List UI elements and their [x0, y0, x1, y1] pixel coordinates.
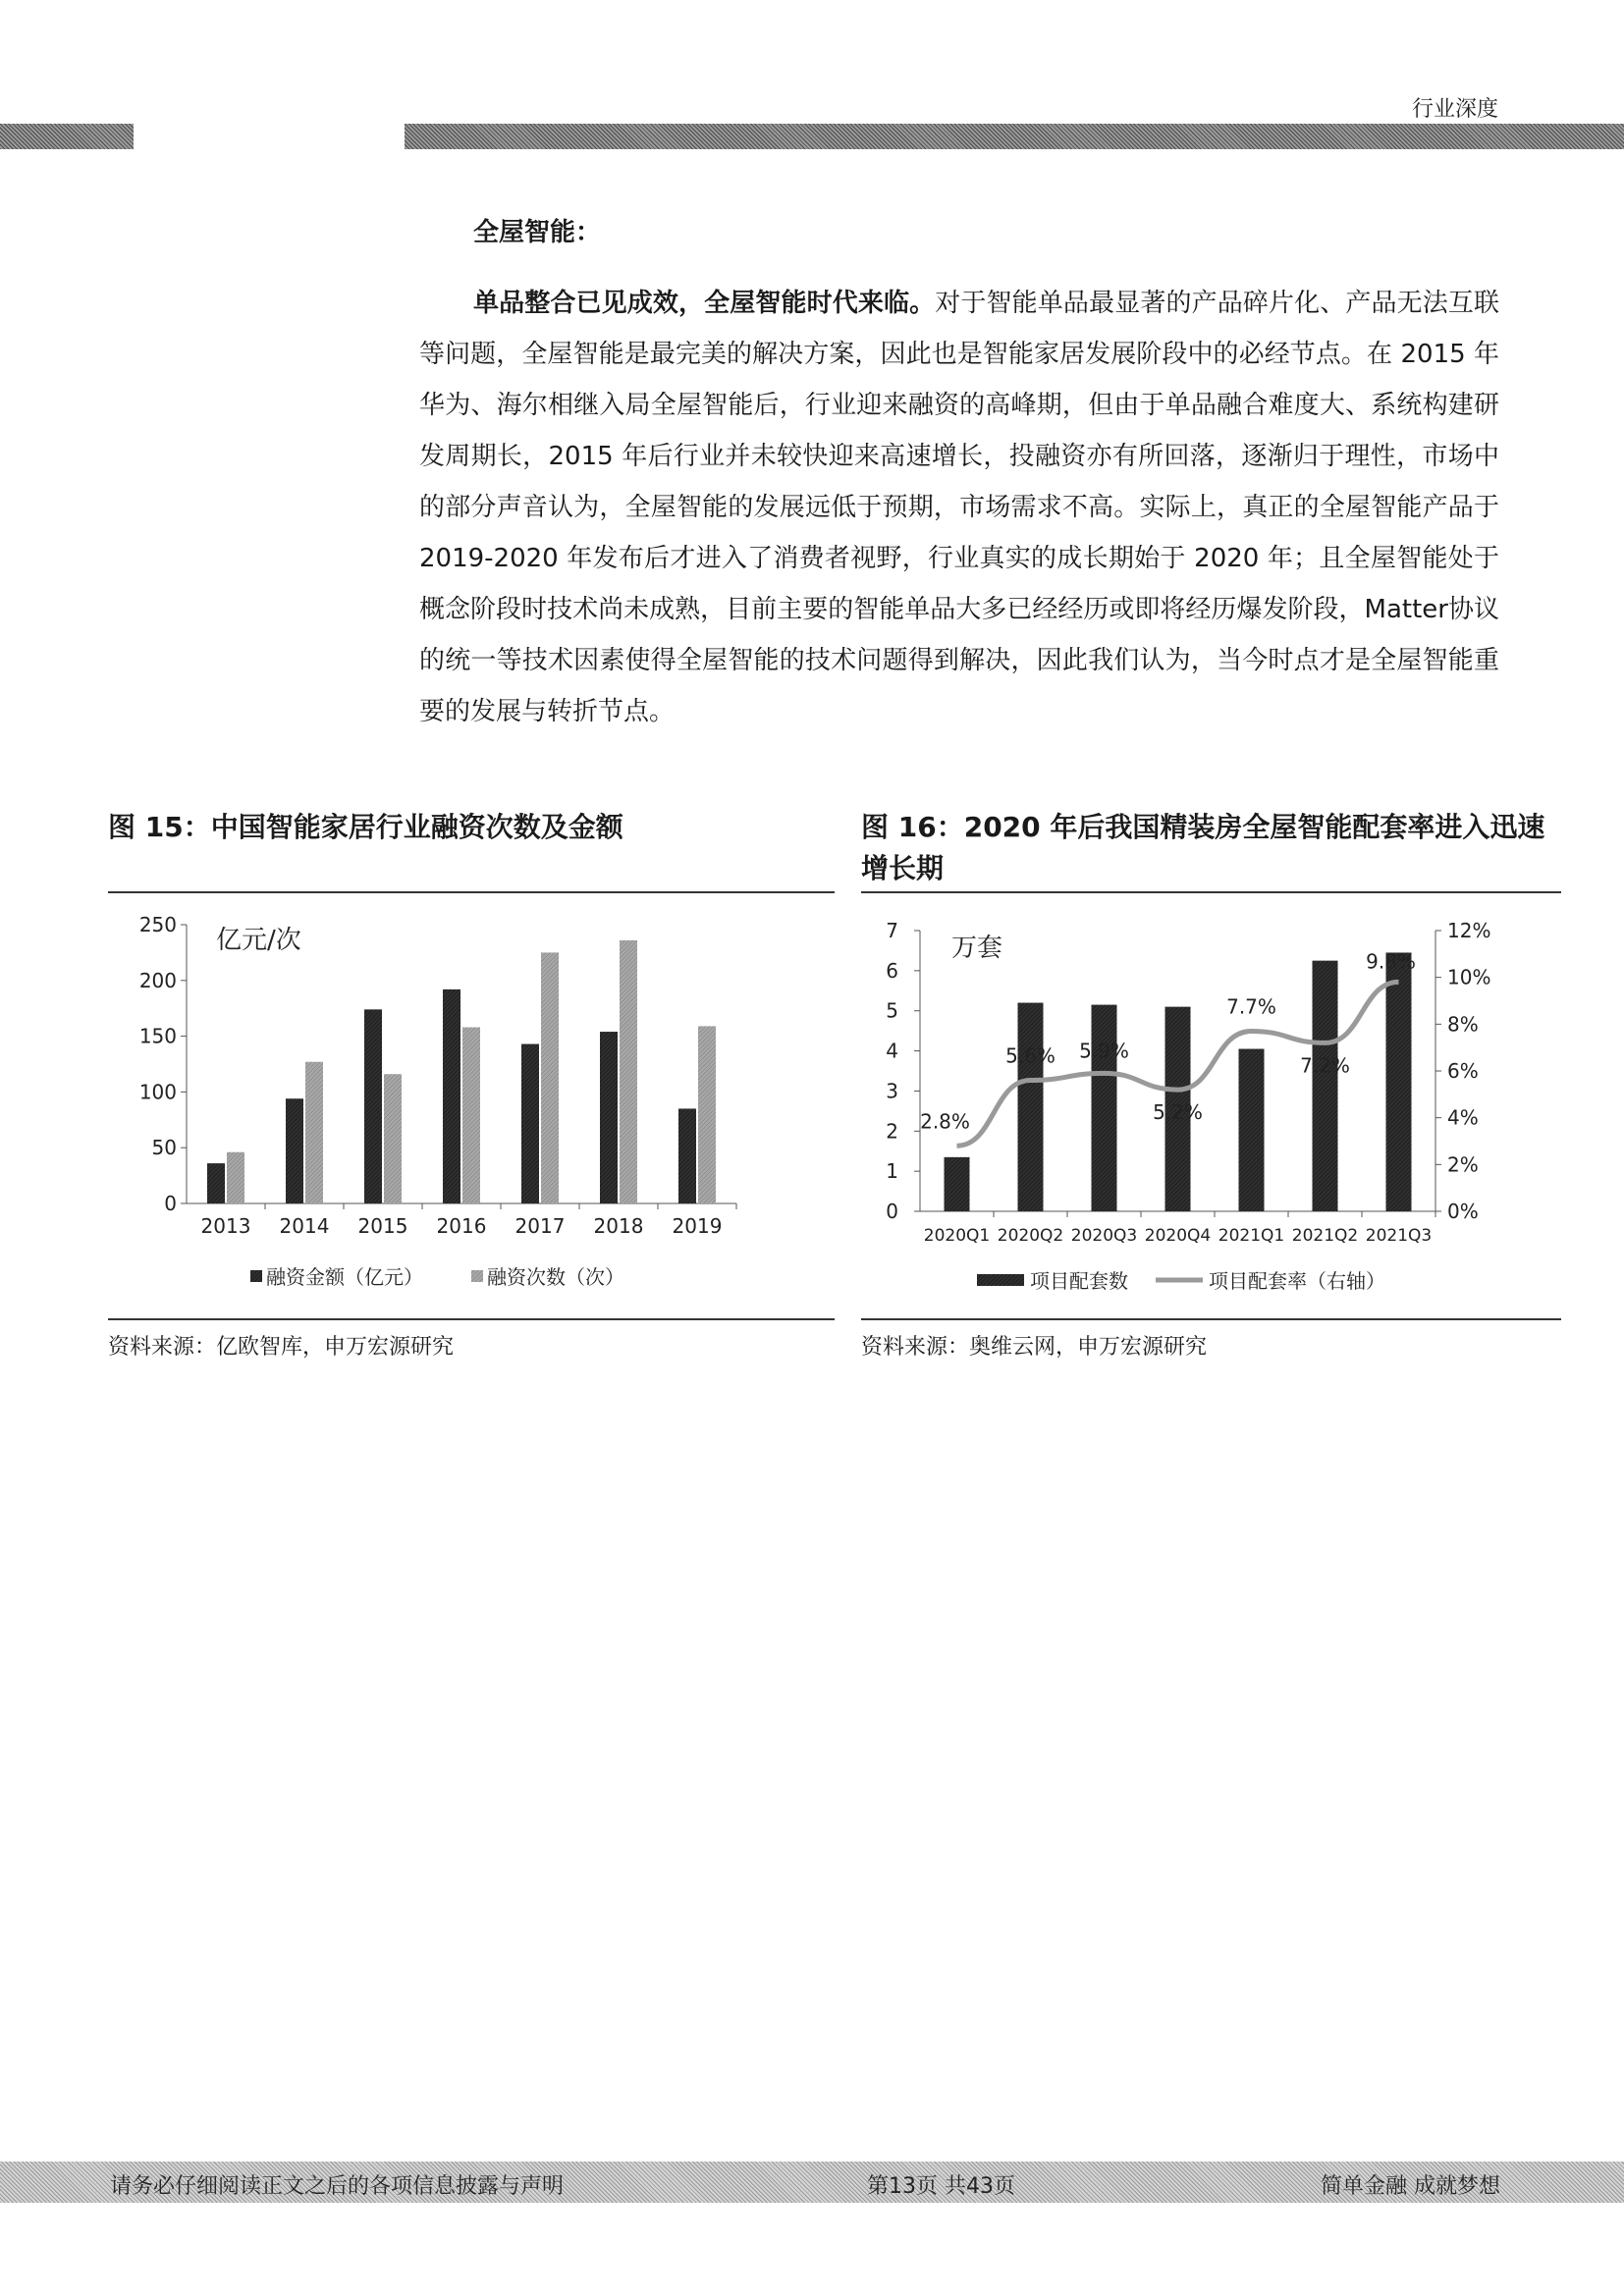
- section-heading: 全屋智能：: [473, 218, 602, 247]
- figure-15-bottom-rule: [108, 1318, 835, 1320]
- body-paragraph: [419, 278, 1499, 737]
- x-tick-label: 2020Q1: [923, 1226, 991, 1246]
- bar-count: [541, 952, 559, 1203]
- x-tick-label: 2017: [514, 1214, 566, 1238]
- x-tick-label: 2018: [593, 1214, 644, 1238]
- legend-swatch: [250, 1270, 262, 1282]
- figure-16-title: 图 16：2020 年后我国精装房全屋智能配套率进入迅速增长期: [861, 811, 1545, 884]
- x-tick-label: 2016: [436, 1214, 487, 1238]
- legend-swatch: [471, 1270, 483, 1282]
- header-tag: 行业深度: [1411, 97, 1498, 122]
- bar-project-count: [1239, 1049, 1265, 1211]
- x-tick-label: 2013: [200, 1214, 251, 1238]
- unit-label: 万套: [951, 934, 1003, 963]
- y-tick-label-left: 6: [886, 958, 898, 983]
- y-tick-label-right: 12%: [1447, 919, 1491, 942]
- data-label-rate: 2.8%: [920, 1109, 970, 1134]
- figure-15-chart: [108, 903, 835, 1306]
- figure-15-source: 资料来源：亿欧智库，申万宏源研究: [108, 1335, 455, 1360]
- y-tick-label: 50: [151, 1136, 177, 1160]
- x-tick-label: 2020Q4: [1144, 1226, 1212, 1246]
- bar-amount: [678, 1108, 696, 1203]
- bar-project-count: [1313, 961, 1338, 1211]
- y-tick-label: 200: [138, 968, 177, 992]
- y-tick-label-left: 5: [886, 998, 898, 1023]
- legend-label: 融资次数（次）: [487, 1265, 624, 1289]
- legend-label: 融资金额（亿元）: [266, 1265, 423, 1289]
- x-tick-label: 2020Q3: [1070, 1226, 1138, 1246]
- figure-16-chart: [861, 903, 1561, 1306]
- y-tick-label-left: 1: [886, 1159, 898, 1184]
- y-tick-label-right: 8%: [1447, 1012, 1479, 1037]
- data-label-rate: 5.9%: [1079, 1039, 1129, 1063]
- paragraph-text: 对于智能单品最显著的产品碎片化、产品无法互联等问题，全屋智能是最完美的解决方案，因此也是智能家居发展阶段中的必经节点。在 2015 年华为、海尔相继入局全屋智能后，行业迎来融资的高峰期，但由于单品融合难度大、系统构建研发周期长，2015 年后行业并未较快迎来高速增长，投融资亦有所回落，逐渐归于理性，市场中的部分声音认为，全屋智能的发展远低于预期，市场需求不高。实际上，真正的全屋智能产品于 2019-2020 年发布后才进入了消费者视野，行业真实的成长期始于 2020 年；且全屋智能处于概念阶段时技术尚未成熟，目前主要的智能单品大多已经经历或即将经历爆发阶段，Matter协议的统一等技术因素使得全屋智能的技术问题得到解决，因此我们认为，当今时点才是全屋智能重要的发展与转折节点。: [419, 289, 1499, 726]
- bar-amount: [286, 1098, 303, 1203]
- data-label-rate: 5.6%: [1005, 1043, 1056, 1068]
- y-tick-label: 250: [138, 913, 177, 936]
- footer-slogan: 简单金融 成就梦想: [1321, 2174, 1500, 2199]
- y-tick-label-left: 3: [886, 1079, 898, 1103]
- bar-amount: [364, 1009, 382, 1203]
- figure-15-title: 图 15：中国智能家居行业融资次数及金额: [108, 811, 623, 843]
- y-tick-label-right: 10%: [1447, 965, 1491, 989]
- figure-16-top-rule: [861, 891, 1561, 893]
- x-tick-label: 2020Q2: [997, 1226, 1064, 1246]
- legend-label: 项目配套率（右轴）: [1209, 1269, 1385, 1293]
- x-tick-label: 2021Q1: [1218, 1226, 1285, 1246]
- bar-count: [462, 1028, 480, 1203]
- figure-15-top-rule: [108, 891, 835, 893]
- y-tick-label-left: 0: [886, 1200, 898, 1223]
- bar-count: [384, 1074, 402, 1203]
- bar-project-count: [945, 1157, 970, 1211]
- y-tick-label-right: 4%: [1447, 1105, 1479, 1130]
- y-tick-label-right: 2%: [1447, 1152, 1479, 1177]
- data-label-rate: 9.8%: [1366, 949, 1416, 974]
- bar-project-count: [1092, 1005, 1117, 1211]
- bar-count: [227, 1152, 244, 1203]
- data-label-rate: 7.2%: [1300, 1053, 1350, 1078]
- figure-16-source: 资料来源：奥维云网，申万宏源研究: [861, 1335, 1208, 1360]
- y-tick-label-left: 4: [886, 1039, 898, 1063]
- x-tick-label: 2015: [357, 1214, 408, 1238]
- y-tick-label: 0: [164, 1192, 177, 1215]
- y-tick-label: 100: [138, 1080, 177, 1104]
- bar-count: [620, 940, 637, 1203]
- data-label-rate: 5.2%: [1153, 1100, 1203, 1125]
- bar-amount: [207, 1163, 225, 1203]
- x-tick-label: 2019: [672, 1214, 723, 1238]
- bar-project-count: [1018, 1003, 1044, 1211]
- x-tick-label: 2021Q3: [1365, 1226, 1433, 1246]
- bar-count: [698, 1026, 716, 1203]
- unit-label: 亿元/次: [216, 926, 301, 955]
- y-tick-label-left: 7: [886, 919, 898, 942]
- header-bar: [405, 124, 1624, 149]
- x-tick-label: 2021Q2: [1291, 1226, 1359, 1246]
- lead-sentence: 单品整合已见成效，全屋智能时代来临。: [473, 289, 936, 318]
- y-tick-label: 150: [138, 1024, 177, 1048]
- bar-count: [305, 1062, 323, 1203]
- header-bar: [0, 124, 134, 149]
- y-tick-label-right: 0%: [1447, 1200, 1479, 1223]
- figure-16-bottom-rule: [861, 1318, 1561, 1320]
- footer-page-number: 第13页 共43页: [867, 2174, 1015, 2199]
- legend-label: 项目配套数: [1030, 1269, 1128, 1293]
- x-tick-label: 2014: [279, 1214, 330, 1238]
- footer-disclaimer: 请务必仔细阅读正文之后的各项信息披露与声明: [110, 2174, 565, 2199]
- y-tick-label-left: 2: [886, 1119, 898, 1144]
- y-tick-label-right: 6%: [1447, 1059, 1479, 1083]
- bar-amount: [443, 989, 460, 1203]
- legend-swatch-bar: [977, 1274, 1024, 1286]
- bar-amount: [521, 1044, 539, 1203]
- bar-amount: [600, 1032, 618, 1203]
- data-label-rate: 7.7%: [1226, 994, 1276, 1019]
- bar-project-count: [1386, 952, 1412, 1211]
